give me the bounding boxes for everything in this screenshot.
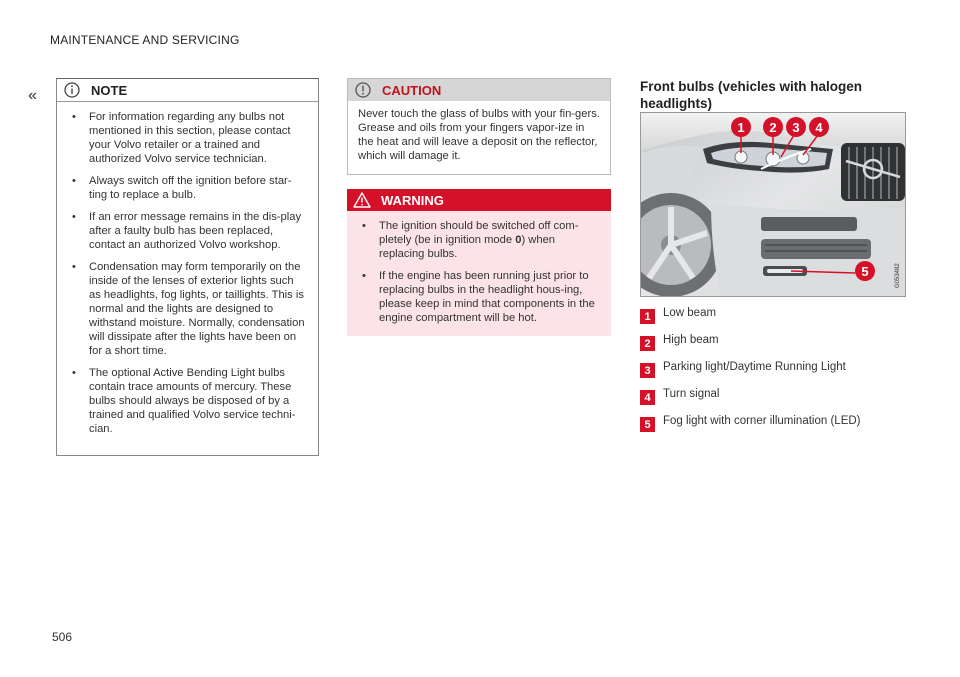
callout-4 xyxy=(809,117,829,137)
legend-item xyxy=(640,306,920,333)
caution-box xyxy=(347,78,611,175)
svg-text:4: 4 xyxy=(815,120,823,135)
warning-box xyxy=(347,189,611,336)
legend-label: High beam xyxy=(663,334,719,346)
warning-triangle-icon xyxy=(353,191,371,209)
note-item: • If an error message remains in the dis-play after a faulty bulb has been replaced, contact an authorized Volvo workshop. xyxy=(69,210,308,252)
legend-number: 2 xyxy=(640,336,655,351)
legend-item xyxy=(640,387,920,414)
svg-text:2: 2 xyxy=(769,120,777,135)
warning-item xyxy=(357,219,603,261)
caution-header xyxy=(348,79,610,101)
legend-label: Turn signal xyxy=(663,388,720,400)
callout-3 xyxy=(786,117,806,137)
warning-item-text: The ignition should be switched off com-pletely (be in ignition mode xyxy=(379,220,579,246)
svg-text:1: 1 xyxy=(737,120,745,135)
warning-item-text: ) when replacing bulbs. xyxy=(379,234,556,260)
note-box xyxy=(56,78,319,456)
legend-label: Fog light with corner illumination (LED) xyxy=(663,415,861,427)
legend-label: Parking light/Daytime Running Light xyxy=(663,361,846,373)
section-header: MAINTENANCE AND SERVICING xyxy=(50,33,240,47)
note-item: • The optional Active Bending Light bulbs contain trace amounts of mercury. These bulbs should always be disposed of by a trained and qualified Volvo service techni-cian. xyxy=(69,366,308,436)
legend-number: 4 xyxy=(640,390,655,405)
legend-number: 5 xyxy=(640,417,655,432)
note-title: NOTE xyxy=(91,82,128,98)
note-header xyxy=(57,79,318,102)
callout-2 xyxy=(763,117,783,137)
legend-item xyxy=(640,333,920,360)
callout-5 xyxy=(855,261,875,281)
warning-title: WARNING xyxy=(381,192,444,208)
callout-1 xyxy=(731,117,751,137)
legend-label: Low beam xyxy=(663,307,717,319)
info-icon xyxy=(63,81,81,99)
bulb-legend xyxy=(640,306,920,441)
warning-item: • If the engine has been running just prior to replacing bulbs in the headlight hous-ing, please keep in mind that components in the engine compartment will be hot. xyxy=(357,269,603,325)
headlight-illustration xyxy=(640,112,906,297)
caution-icon xyxy=(354,81,372,99)
legend-number: 1 xyxy=(640,309,655,324)
note-item: • For information regarding any bulbs not mentioned in this section, please contact your Volvo retailer or a trained and authorized Volvo service technician. xyxy=(69,110,308,166)
image-code: G053482 xyxy=(895,263,901,288)
legend-item xyxy=(640,360,920,387)
svg-text:3: 3 xyxy=(792,120,800,135)
caution-text: Never touch the glass of bulbs with your fin-gers. Grease and oils from your fingers vapor-ize in the heat and will leave a deposit on the reflector, which will damage it. xyxy=(358,108,600,162)
legend-number: 3 xyxy=(640,363,655,378)
svg-text:5: 5 xyxy=(861,264,869,279)
previous-page-icon[interactable]: « xyxy=(28,87,33,104)
warning-header xyxy=(347,189,611,211)
note-item: • Always switch off the ignition before star-ting to replace a bulb. xyxy=(69,174,308,202)
warning-list xyxy=(347,219,611,325)
note-list xyxy=(57,110,318,436)
legend-item xyxy=(640,414,920,441)
note-item: • Condensation may form temporarily on the inside of the lenses of exterior lights such as headlights, fog lights, or taillights. This is normal and the lights are designed to withstand moisture. Normally, condensation will dissipate after the lights have been on for a short time. xyxy=(69,260,308,358)
page-number: 506 xyxy=(52,630,73,644)
ignition-mode-value: 0 xyxy=(515,234,522,246)
section-title: Front bulbs (vehicles with halogen headlights) xyxy=(640,79,863,111)
caution-title: CAUTION xyxy=(382,82,442,98)
